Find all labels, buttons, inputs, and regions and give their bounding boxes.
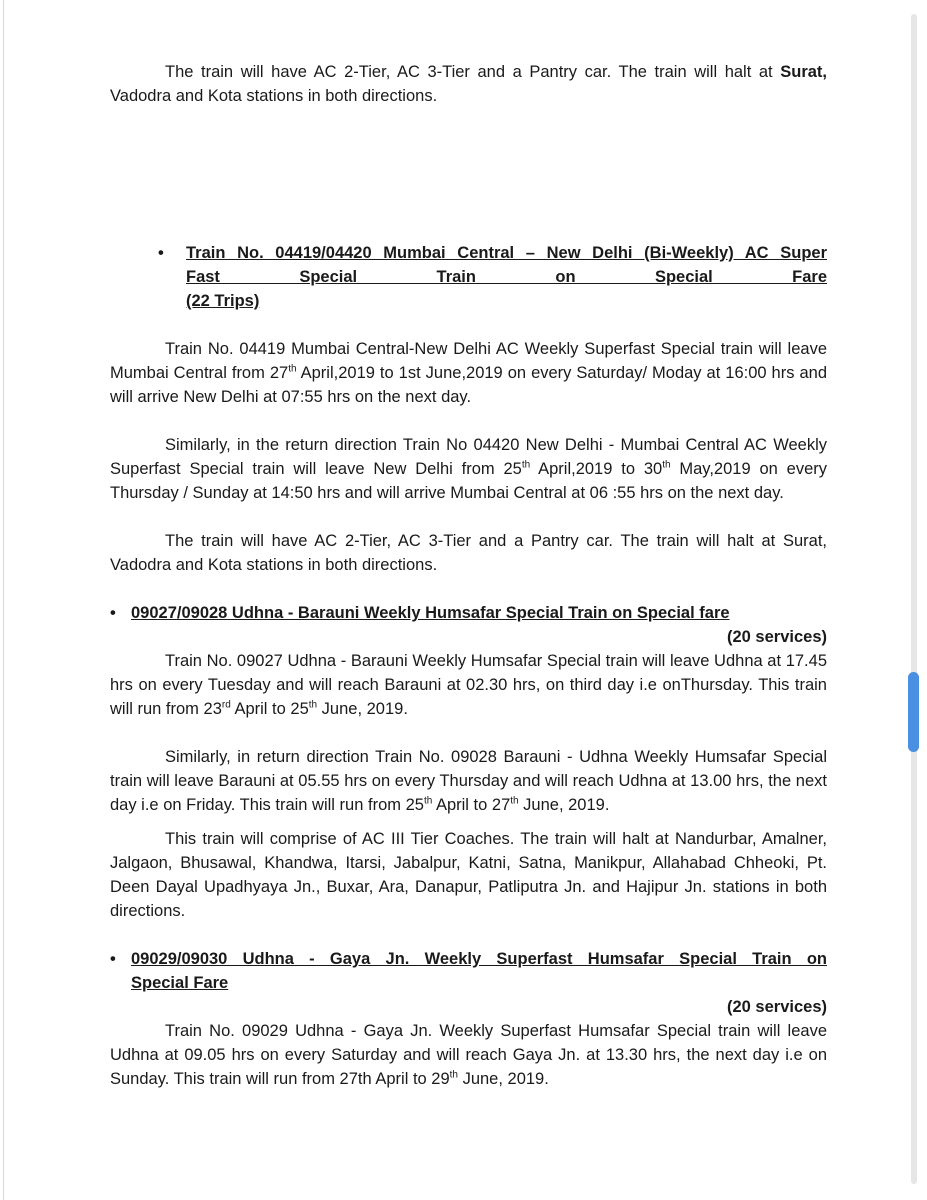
scrollbar-track[interactable] (911, 14, 917, 1184)
train-09027-section (110, 601, 827, 625)
train-04419-paragraph-2: Similarly, in the return direction Train No 04420 New Delhi - Mumbai Central AC Weekly Superfast Special train will leave New Delhi from 25th April,2019 to 30th May,2019 on every Thursday / Sunday at 14:50 hrs and will arrive Mumbai Central at 06 :55 hrs on the next day. (110, 436, 827, 502)
train-09029-heading: • 09029/09030 Udhna - Gaya Jn. Weekly Superfast Humsafar Special Train on Special Fare (131, 947, 827, 995)
train-04419-paragraph-1: Train No. 04419 Mumbai Central-New Delhi AC Weekly Superfast Special train will leave Mumbai Central from 27th April,2019 to 1st June,2019 on every Saturday/ Moday at 16:00 hrs and will arrive New Delhi at 07:55 hrs on the next day. (110, 340, 828, 406)
bullet-icon: • (158, 244, 164, 262)
document-body (110, 60, 827, 1091)
train-09027-heading: • 09027/09028 Udhna - Barauni Weekly Humsafar Special Train on Special fare (131, 601, 827, 625)
train-09029-paragraph-1: Train No. 09029 Udhna - Gaya Jn. Weekly Superfast Humsafar Special train will leave Udhna at 09.05 hrs on every Saturday and will reach Gaya Jn. at 13.30 hrs, the next day i.e on Sunday. This train will run from 27th April to 29th June, 2019. (110, 1022, 827, 1088)
train-04419-section (110, 241, 827, 313)
train-09029-section (110, 947, 827, 995)
train-09027-services: (20 services) (727, 628, 827, 646)
train-04419-paragraph-3: The train will have AC 2-Tier, AC 3-Tier and a Pantry car. The train will halt at Surat, Vadodra and Kota stations in both directions. (110, 532, 827, 574)
bullet-icon: • (110, 604, 116, 622)
page-edge (3, 0, 4, 1200)
bullet-icon: • (110, 950, 116, 968)
train-04419-heading: • Train No. 04419/04420 Mumbai Central – New Delhi (Bi-Weekly) AC Super Fast Special Train on Special Fare (22 Trips) (186, 241, 827, 313)
train-09027-paragraph-1: Train No. 09027 Udhna - Barauni Weekly Humsafar Special train will leave Udhna at 17.45 hrs on every Tuesday and will reach Barauni at 02.30 hrs, on third day i.e onThursday. This train will run from 23rd April to 25th June, 2019. (110, 652, 827, 718)
train-09027-paragraph-2: Similarly, in return direction Train No. 09028 Barauni - Udhna Weekly Humsafar Special train will leave Barauni at 05.55 hrs on every Thursday and will reach Udhna at 13.00 hrs, the next day i.e on Friday. This train will run from 25th April to 27th June, 2019. (110, 748, 827, 814)
halt-paragraph: The train will have AC 2-Tier, AC 3-Tier and a Pantry car. The train will halt at Surat, Vadodra and Kota stations in both directions. (110, 63, 827, 105)
train-09027-paragraph-3: This train will comprise of AC III Tier Coaches. The train will halt at Nandurbar, Amalner, Jalgaon, Bhusawal, Khandwa, Itarsi, Jabalpur, Katni, Satna, Manikpur, Allahabad Chheoki, Pt. Deen Dayal Upadhyaya Jn., Buxar, Ara, Danapur, Patliputra Jn. and Hajipur Jn. stations in both directions. (110, 830, 827, 920)
scrollbar-thumb[interactable] (908, 672, 919, 752)
train-09029-services: (20 services) (727, 998, 827, 1016)
